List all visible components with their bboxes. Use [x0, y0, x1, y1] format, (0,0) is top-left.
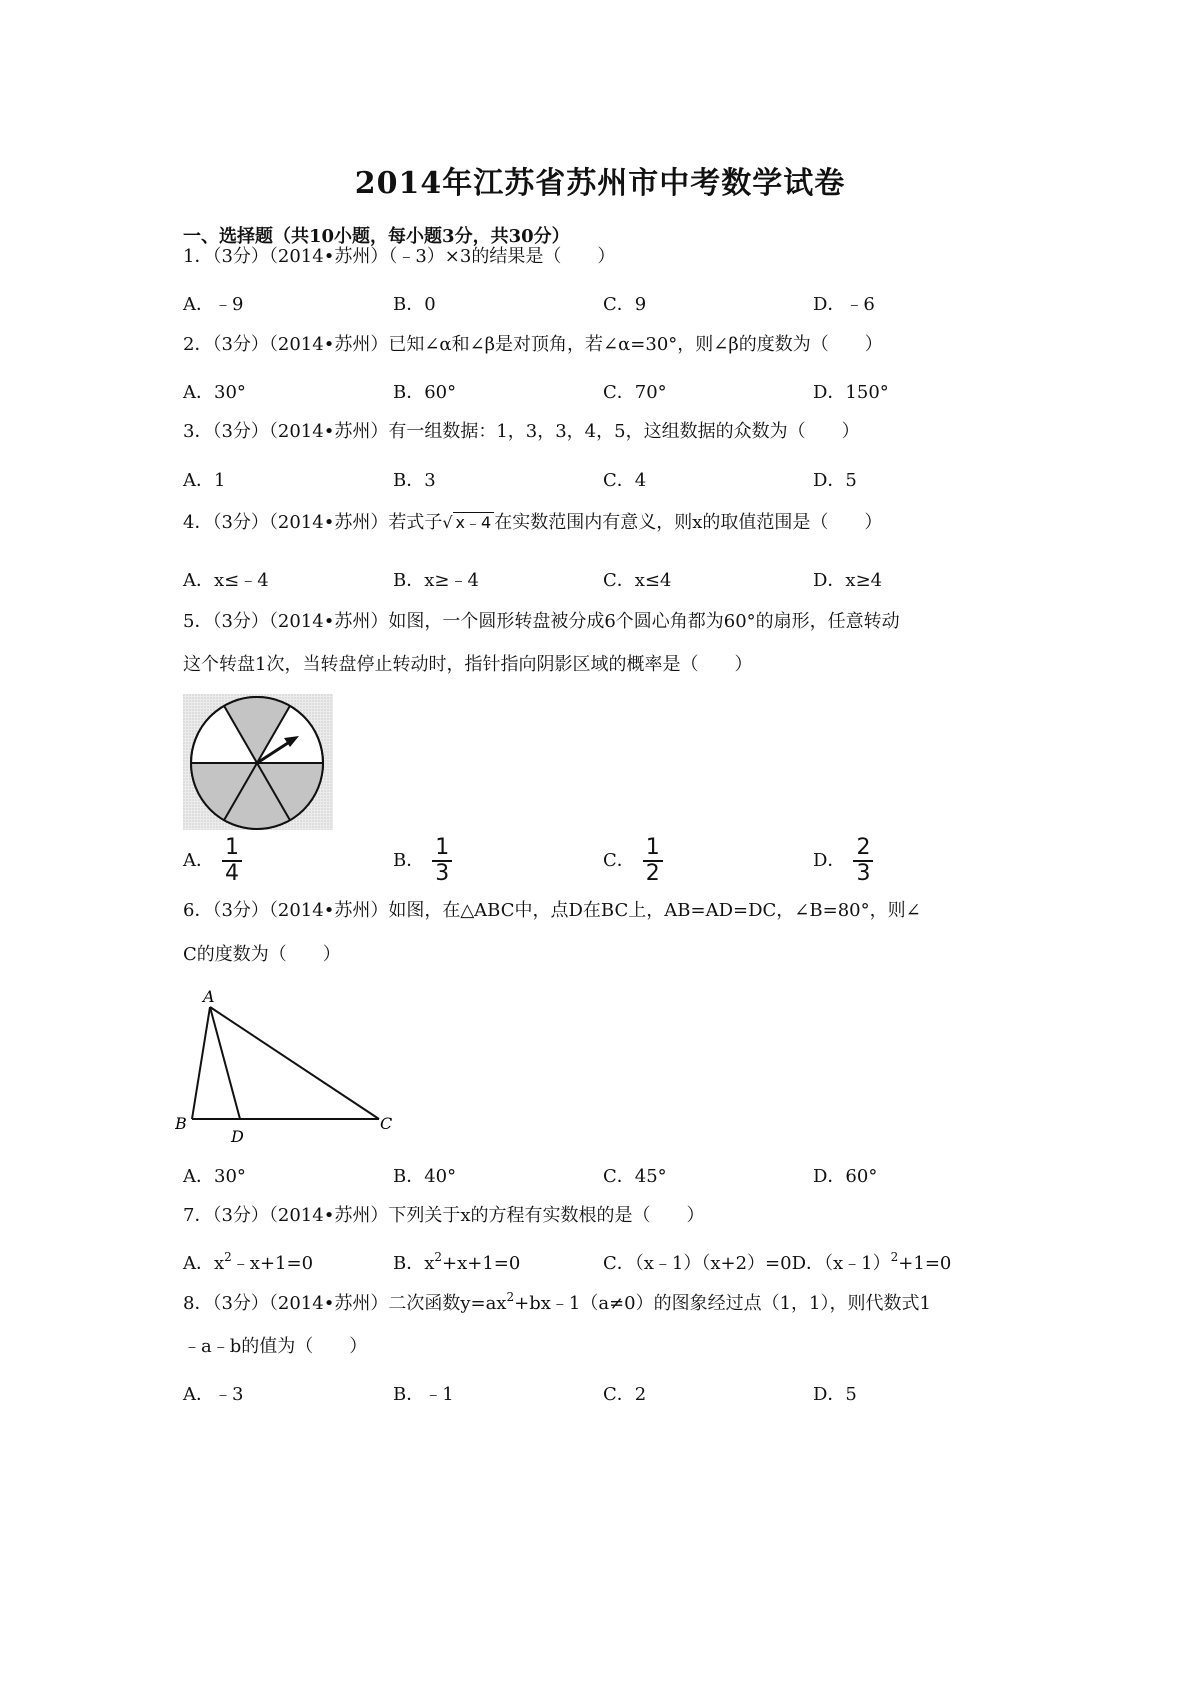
- option-c: C．45°: [603, 1166, 667, 1187]
- label-d: D: [231, 1127, 244, 1146]
- option-label: B．: [393, 850, 425, 871]
- option-text: +1=0: [898, 1253, 952, 1274]
- option-b: B．40°: [393, 1166, 457, 1187]
- question-3: [183, 409, 860, 455]
- option-c: C．4: [603, 470, 647, 491]
- option-text: C．（x﹣1）（x+2）=0D．（x﹣1）: [603, 1253, 891, 1274]
- option-a: A．﹣3: [183, 1384, 244, 1405]
- question-text-after: 在实数范围内有意义，则x的取值范围是（ ）: [494, 512, 883, 533]
- option-a: A．30°: [183, 382, 246, 403]
- option-a: [183, 1249, 313, 1275]
- denominator: 3: [856, 861, 871, 886]
- option-d: D．x≥4: [813, 570, 883, 591]
- exponent: 2: [224, 1250, 232, 1264]
- option-b: B．x≥﹣4: [393, 570, 479, 591]
- label-c: C: [380, 1114, 393, 1133]
- question-6-line-1: [183, 888, 921, 934]
- question-8-line-1: [183, 1281, 931, 1327]
- option-a: A．1: [183, 470, 226, 491]
- option-c: [603, 836, 663, 886]
- question-number: 4．: [183, 512, 213, 533]
- option-c: C．70°: [603, 382, 667, 403]
- question-number: 2．: [183, 334, 213, 355]
- page-title: 2014年江苏省苏州市中考数学试卷: [354, 166, 846, 201]
- question-6-line-2: C的度数为（ ）: [183, 944, 341, 965]
- question-text: （3分）（2014•苏州）下列关于x的方程有实数根的是（ ）: [212, 1205, 705, 1226]
- option-c: C．9: [603, 294, 647, 315]
- option-d: D．5: [813, 470, 857, 491]
- exponent: 2: [434, 1250, 443, 1264]
- option-b: B．60°: [393, 382, 457, 403]
- fraction: [432, 836, 452, 886]
- option-b: B．0: [393, 294, 436, 315]
- question-5-line-2: 这个转盘1次，当转盘停止转动时，指针指向阴影区域的概率是（ ）: [183, 654, 753, 675]
- option-a: [183, 836, 242, 886]
- triangle-figure: [175, 982, 435, 1154]
- option-label: A．: [183, 850, 214, 871]
- option-d: [813, 836, 873, 886]
- option-b: B．3: [393, 470, 436, 491]
- question-8-options: [183, 1380, 1083, 1420]
- question-text: （3分）（2014•苏州）如图，一个圆形转盘被分成6个圆心角都为60°的扇形，任意转动: [212, 611, 900, 632]
- denominator: 4: [225, 861, 239, 886]
- option-c: C．2: [603, 1384, 647, 1405]
- option-a: A．﹣9: [183, 294, 244, 315]
- question-text: （3分）（2014•苏州）有一组数据：1，3，3，4，5，这组数据的众数为（ ）: [212, 421, 860, 442]
- spinner-figure: [183, 694, 333, 830]
- numerator: 1: [435, 835, 450, 860]
- question-4: [183, 500, 882, 546]
- exponent: 2: [890, 1250, 899, 1264]
- option-c-and-d: [603, 1249, 951, 1275]
- question-1: [183, 234, 615, 280]
- question-text: （3分）（2014•苏州）如图，在△ABC中，点D在BC上，AB=AD=DC，∠B=80°，则∠: [212, 900, 921, 921]
- square-root-expression: √ x﹣4: [442, 500, 494, 546]
- radicand: x﹣4: [453, 512, 495, 532]
- option-d: D．5: [813, 1384, 857, 1405]
- question-5-line-1: [183, 599, 900, 645]
- question-number: 5．: [183, 611, 213, 632]
- question-text: （3分）（2014•苏州）已知∠α和∠β是对顶角，若∠α=30°，则∠β的度数为（ ）: [212, 334, 883, 355]
- question-text: （3分）（2014•苏州）（﹣3）×3的结果是（ ）: [212, 246, 616, 267]
- question-text: +bx﹣1（a≠0）的图象经过点（1，1），则代数式1: [514, 1293, 931, 1314]
- question-2: [183, 322, 883, 368]
- option-text: +x+1=0: [442, 1253, 521, 1274]
- fraction: [643, 836, 663, 886]
- question-number: 7．: [183, 1205, 213, 1226]
- numerator: 2: [856, 835, 871, 860]
- option-a: A．x≤﹣4: [183, 570, 269, 591]
- option-c: C．x≤4: [603, 570, 672, 591]
- option-label: C．: [603, 850, 635, 871]
- label-b: B: [175, 1114, 187, 1133]
- fraction: [222, 836, 242, 886]
- option-text: B．x: [393, 1253, 435, 1274]
- option-d: D．150°: [813, 382, 889, 403]
- question-number: 8．: [183, 1293, 213, 1314]
- question-number: 3．: [183, 421, 213, 442]
- denominator: 2: [645, 861, 660, 886]
- question-number: 1．: [183, 246, 213, 267]
- question-number: 6．: [183, 900, 213, 921]
- section-heading: 一、选择题（共10小题，每小题3分，共30分）: [183, 226, 570, 247]
- option-label: D．: [813, 850, 846, 871]
- option-text: ﹣x+1=0: [231, 1253, 314, 1274]
- question-5-options: [183, 836, 1083, 892]
- triangle-lines: [192, 1007, 379, 1119]
- question-8-line-2: ﹣a﹣b的值为（ ）: [183, 1336, 368, 1357]
- question-text: （3分）（2014•苏州）二次函数y=ax: [212, 1293, 507, 1314]
- fraction: [853, 836, 873, 886]
- option-b: [393, 1249, 520, 1275]
- option-b: [393, 836, 452, 886]
- option-d: D．60°: [813, 1166, 878, 1187]
- label-a: A: [203, 987, 215, 1006]
- exponent: 2: [506, 1290, 515, 1304]
- option-b: B．﹣1: [393, 1384, 454, 1405]
- denominator: 3: [435, 861, 450, 886]
- numerator: 1: [225, 835, 239, 860]
- question-text-before: （3分）（2014•苏州）若式子: [212, 512, 443, 533]
- option-d: D．﹣6: [813, 294, 875, 315]
- option-a: A．30°: [183, 1166, 246, 1187]
- question-7: [183, 1193, 704, 1239]
- option-text: A．x: [183, 1253, 225, 1274]
- numerator: 1: [645, 835, 660, 860]
